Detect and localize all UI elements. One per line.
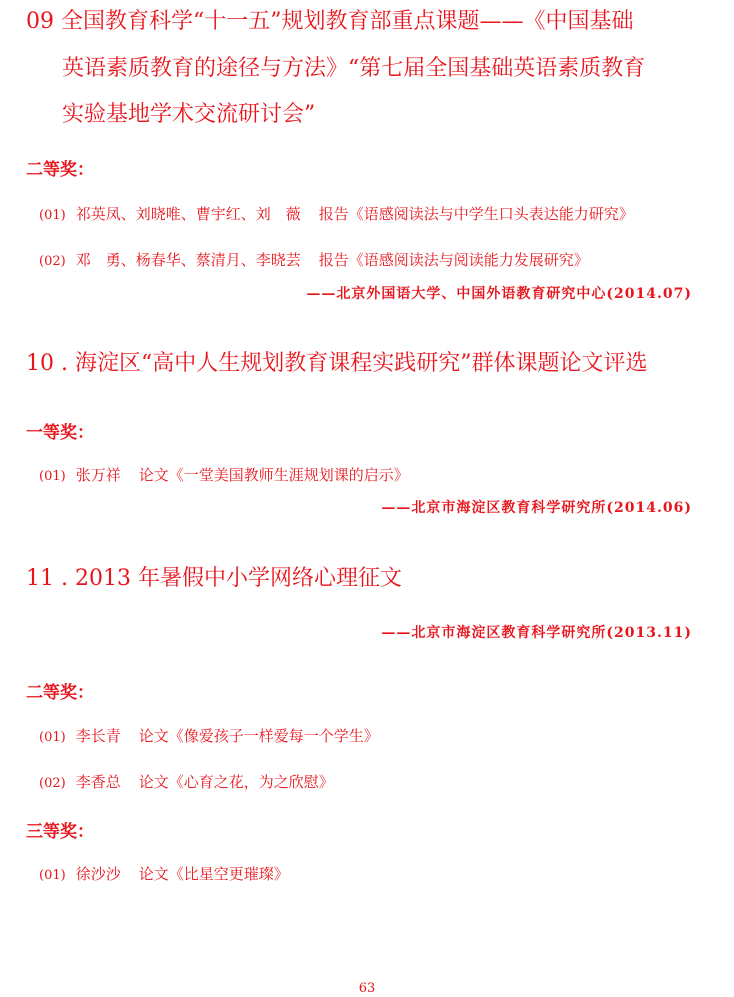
section-11-item-2 bbox=[39, 771, 334, 792]
section-09-award-heading: 二等奖： bbox=[26, 160, 94, 180]
item-work: 论文《比星空更璀璨》 bbox=[138, 865, 289, 883]
item-authors: 祁英凤、刘晓唯、曹宇红、刘 薇 bbox=[75, 205, 301, 223]
section-09-title-line-1: 09 全国教育科学“十一五”规划教育部重点课题——《中国基础 bbox=[26, 9, 634, 34]
item-work: 论文《心育之花，为之欣慰》 bbox=[138, 773, 334, 791]
section-11-item-1 bbox=[39, 725, 379, 746]
item-number: (01) bbox=[39, 469, 66, 484]
item-work: 论文《一堂美国教师生涯规划课的启示》 bbox=[138, 466, 409, 484]
item-number: (02) bbox=[39, 776, 66, 791]
section-09-source: ——北京外国语大学、中国外语教育研究中心(2014.07) bbox=[306, 286, 692, 302]
section-09-title-line-3: 实验基地学术交流研讨会” bbox=[62, 102, 316, 127]
item-number: (01) bbox=[39, 208, 66, 223]
item-authors: 徐沙沙 bbox=[75, 865, 121, 883]
section-10-award-heading: 一等奖： bbox=[26, 423, 94, 443]
section-10-item-1 bbox=[39, 464, 409, 485]
item-authors: 李长青 bbox=[75, 727, 121, 745]
item-work: 报告《语感阅读法与中学生口头表达能力研究》 bbox=[318, 205, 634, 223]
item-authors: 邓 勇、杨春华、蔡清月、李晓芸 bbox=[75, 251, 301, 269]
item-work: 论文《像爱孩子一样爱每一个学生》 bbox=[138, 727, 379, 745]
section-09-item-1 bbox=[39, 203, 634, 224]
section-09-title-line-2: 英语素质教育的途径与方法》“第七届全国基础英语素质教育 bbox=[62, 56, 646, 81]
item-number: (01) bbox=[39, 730, 66, 745]
section-11-title: 11 . 2013 年暑假中小学网络心理征文 bbox=[26, 566, 402, 591]
section-11-source: ——北京市海淀区教育科学研究所(2013.11) bbox=[381, 625, 692, 641]
page-number: 63 bbox=[358, 981, 376, 996]
item-authors: 李香总 bbox=[75, 773, 121, 791]
section-11-award-2-heading: 二等奖： bbox=[26, 683, 94, 703]
item-number: (02) bbox=[39, 254, 66, 269]
section-10-source: ——北京市海淀区教育科学研究所(2014.06) bbox=[381, 500, 692, 516]
section-11-award-3-heading: 三等奖： bbox=[26, 822, 94, 842]
section-11-item-3 bbox=[39, 863, 289, 884]
item-work: 报告《语感阅读法与阅读能力发展研究》 bbox=[318, 251, 589, 269]
section-09-item-2 bbox=[39, 249, 589, 270]
item-authors: 张万祥 bbox=[75, 466, 121, 484]
section-10-title: 10 . 海淀区“高中人生规划教育课程实践研究”群体课题论文评选 bbox=[26, 351, 648, 376]
item-number: (01) bbox=[39, 868, 66, 883]
